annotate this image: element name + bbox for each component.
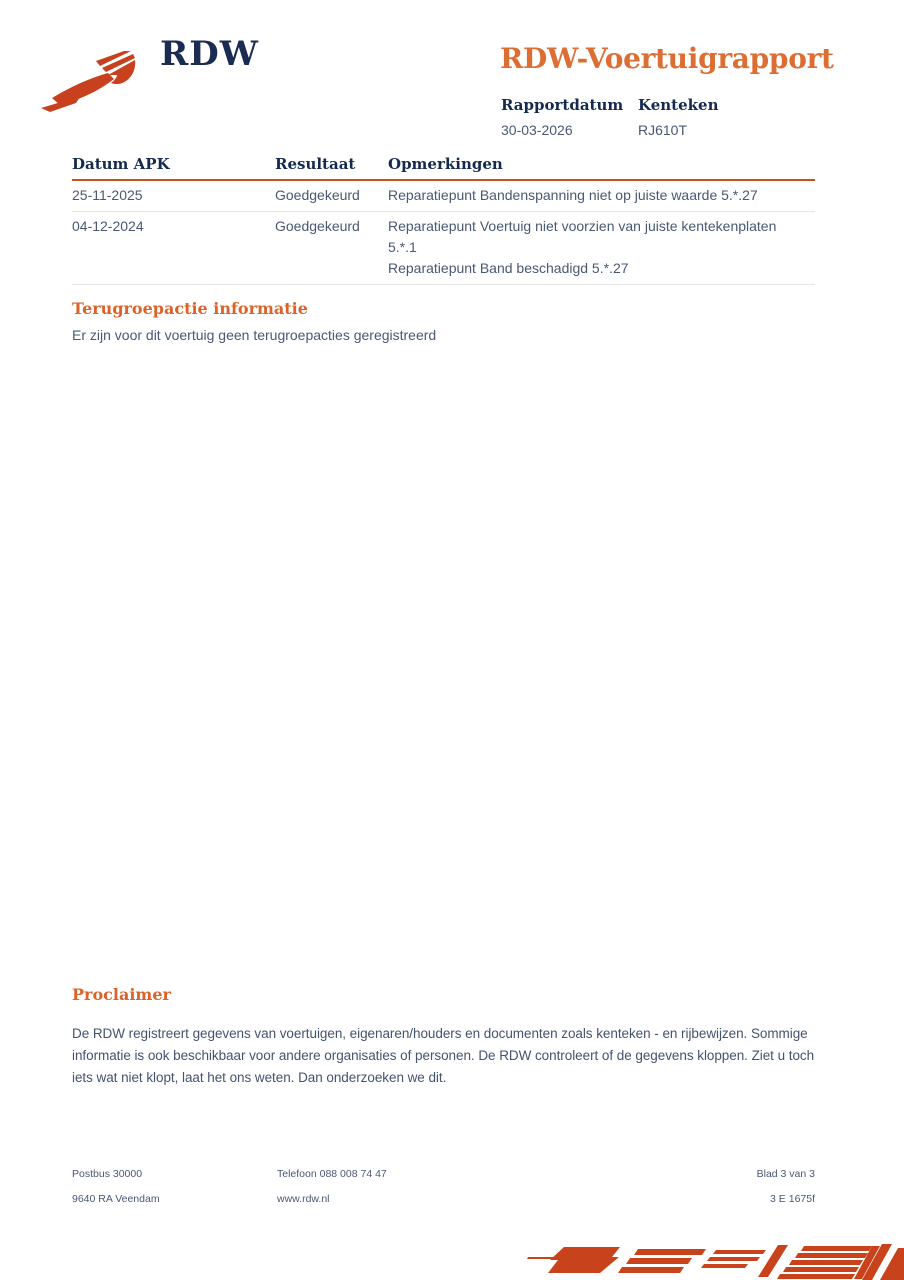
rdw-eagle-logo-icon — [38, 50, 144, 118]
apk-history-table — [72, 155, 815, 285]
cell-resultaat: Goedgekeurd — [275, 218, 360, 234]
opmerking-line: Reparatiepunt Band beschadigd 5.*.27 — [388, 260, 629, 276]
proclaimer-section — [72, 985, 817, 1089]
proclaimer-body-text: De RDW registreert gegevens van voertuigen, eigenaren/houders en documenten zoals kenteken - en rijbewijzen. Sommige informatie is ook beschikbaar voor andere organisaties of personen. De RDW controleert of de gegevens kloppen. Ziet u toch iets wat niet klopt, laat het ons weten. Dan onderzoeken we dit. — [72, 1026, 815, 1085]
column-header-opmerkingen: Opmerkingen — [388, 155, 503, 173]
cell-datum: 04-12-2024 — [72, 218, 144, 234]
license-plate-label: Kenteken — [638, 96, 719, 114]
cell-opmerkingen — [388, 216, 815, 279]
report-meta — [501, 96, 798, 138]
opmerking-line: Reparatiepunt Voertuig niet voorzien van juiste kentekenplaten — [388, 218, 777, 234]
recall-heading: Terugroepactie informatie — [72, 299, 308, 318]
speed-stripes-graphic-icon — [520, 1242, 904, 1280]
license-plate-value: RJ610T — [638, 122, 688, 138]
column-header-resultaat: Resultaat — [275, 155, 356, 173]
cell-opmerkingen — [388, 185, 815, 206]
footer-city: 9640 RA Veendam — [72, 1193, 160, 1205]
footer-phone: Telefoon 088 008 74 47 — [277, 1168, 387, 1180]
footer-contact — [277, 1168, 757, 1205]
rdw-logo-wordmark: RDW — [160, 34, 259, 74]
footer-website: www.rdw.nl — [277, 1193, 330, 1205]
report-date-label: Rapportdatum — [501, 96, 624, 114]
proclaimer-heading: Proclaimer — [72, 985, 171, 1004]
recall-body-text: Er zijn voor dit voertuig geen terugroepacties geregistreerd — [72, 327, 437, 343]
footer-form-code: 3 E 1675f — [770, 1193, 815, 1205]
footer-postbus: Postbus 30000 — [72, 1168, 143, 1180]
report-date-block — [501, 96, 638, 138]
license-plate-block — [638, 96, 798, 138]
footer-address — [72, 1168, 277, 1205]
table-row — [72, 181, 815, 212]
opmerking-line: Reparatiepunt Bandenspanning niet op juiste waarde 5.*.27 — [388, 187, 758, 203]
column-header-datum-apk: Datum APK — [72, 155, 170, 173]
page-footer — [72, 1168, 815, 1205]
table-header-row — [72, 155, 815, 181]
cell-datum: 25-11-2025 — [72, 187, 143, 203]
table-row — [72, 212, 815, 285]
page-title: RDW-Voertuigrapport — [500, 42, 834, 75]
cell-resultaat: Goedgekeurd — [275, 187, 360, 203]
opmerking-line: 5.*.1 — [388, 239, 417, 255]
footer-page-info — [757, 1168, 815, 1205]
recall-section — [72, 299, 815, 343]
report-date-value: 30-03-2026 — [501, 122, 573, 138]
footer-page-indicator: Blad 3 van 3 — [756, 1168, 815, 1180]
